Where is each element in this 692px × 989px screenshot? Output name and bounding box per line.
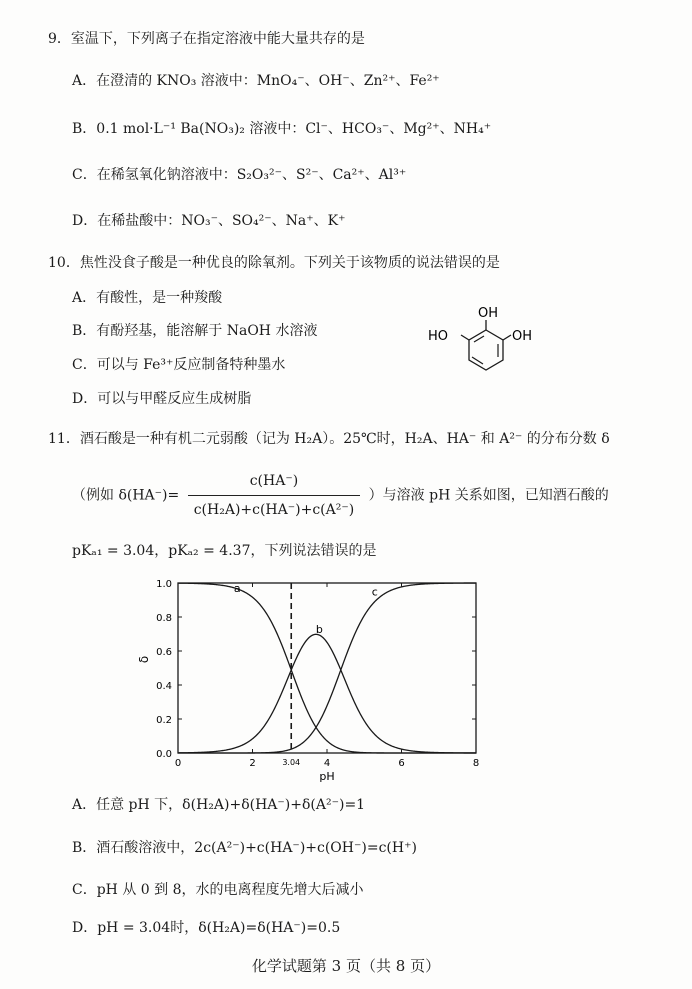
q10-option-b: B．有酚羟基，能溶解于 NaOH 水溶液	[72, 323, 318, 339]
q10-option-d: D．可以与甲醛反应生成树脂	[72, 391, 252, 407]
q11-option-a: A．任意 pH 下，δ(H₂A)+δ(HA⁻)+δ(A²⁻)=1	[72, 797, 366, 813]
x-tick-label: 0	[174, 758, 182, 769]
q11-example-suffix: ）与溶液 pH 关系如图，已知酒石酸的	[368, 487, 609, 504]
y-axis-label: δ	[137, 655, 151, 664]
q11-option-b: B．酒石酸溶液中，2c(A²⁻)+c(HA⁻)+c(OH⁻)=c(H⁺)	[72, 840, 417, 856]
x-tick-label: 4	[323, 758, 331, 769]
series-a-label: a	[233, 582, 241, 596]
q11-fraction-denominator: c(H₂A)+c(HA⁻)+c(A²⁻)	[193, 502, 355, 518]
series-b-label: b	[315, 622, 323, 636]
y-tick-label: 1.0	[156, 579, 172, 590]
q11-fraction	[188, 470, 361, 521]
q11-option-c: C．pH 从 0 到 8，水的电离程度先增大后减小	[72, 882, 364, 898]
structure-oh-top: OH	[478, 306, 499, 321]
x-tick-label: 2	[249, 758, 256, 769]
structure-ho-left: HO	[428, 329, 449, 344]
x-tick-label: 8	[472, 758, 480, 769]
plot-frame	[178, 583, 476, 753]
x-axis-label: pH	[319, 770, 335, 783]
q9-option-a: A．在澄清的 KNO₃ 溶液中：MnO₄⁻、OH⁻、Zn²⁺、Fe²⁺	[72, 73, 440, 89]
y-tick-label: 0.4	[156, 681, 172, 692]
q10-stem: 10．焦性没食子酸是一种优良的除氧剂。下列关于该物质的说法错误的是	[48, 255, 500, 271]
q11-fraction-numerator: c(HA⁻)	[188, 470, 361, 496]
y-tick-label: 0.8	[156, 613, 172, 624]
structure-oh-right: OH	[512, 329, 533, 344]
distribution-chart	[130, 572, 500, 784]
q10-option-c: C．可以与 Fe³⁺反应制备特种墨水	[72, 357, 286, 373]
q11-option-d: D．pH = 3.04时，δ(H₂A)=δ(HA⁻)=0.5	[72, 920, 341, 936]
y-tick-label: 0.6	[156, 647, 172, 658]
series-c-label: c	[371, 585, 378, 599]
x-tick-label: 3.04	[282, 758, 301, 767]
q11-stem: 11．酒石酸是一种有机二元弱酸（记为 H₂A）。25℃时，H₂A、HA⁻ 和 A²⁻ 的分布分数 δ	[48, 431, 610, 447]
series-b-line	[178, 634, 476, 753]
series-a-line	[178, 583, 476, 753]
series-c-line	[178, 583, 476, 753]
x-tick-label: 6	[398, 758, 405, 769]
q11-example-prefix: （例如 δ(HA⁻)=	[72, 487, 180, 504]
pyrogallol-structure	[420, 300, 540, 380]
q9-option-b: B．0.1 mol·L⁻¹ Ba(NO₃)₂ 溶液中：Cl⁻、HCO₃⁻、Mg²⁺、NH₄⁺	[72, 121, 492, 137]
y-tick-label: 0.0	[156, 749, 172, 760]
q9-option-d: D．在稀盐酸中：NO₃⁻、SO₄²⁻、Na⁺、K⁺	[72, 213, 346, 229]
y-tick-label: 0.2	[156, 715, 172, 726]
q10-option-a: A．有酸性，是一种羧酸	[72, 290, 223, 306]
q9-stem: 9．室温下，下列离子在指定溶液中能大量共存的是	[48, 31, 365, 47]
q11-example	[72, 470, 609, 521]
q11-pka: pKₐ₁ = 3.04，pKₐ₂ = 4.37，下列说法错误的是	[72, 543, 377, 559]
q9-option-c: C．在稀氢氧化钠溶液中：S₂O₃²⁻、S²⁻、Ca²⁺、Al³⁺	[72, 167, 407, 183]
page-footer: 化学试题第 3 页（共 8 页）	[251, 957, 441, 975]
